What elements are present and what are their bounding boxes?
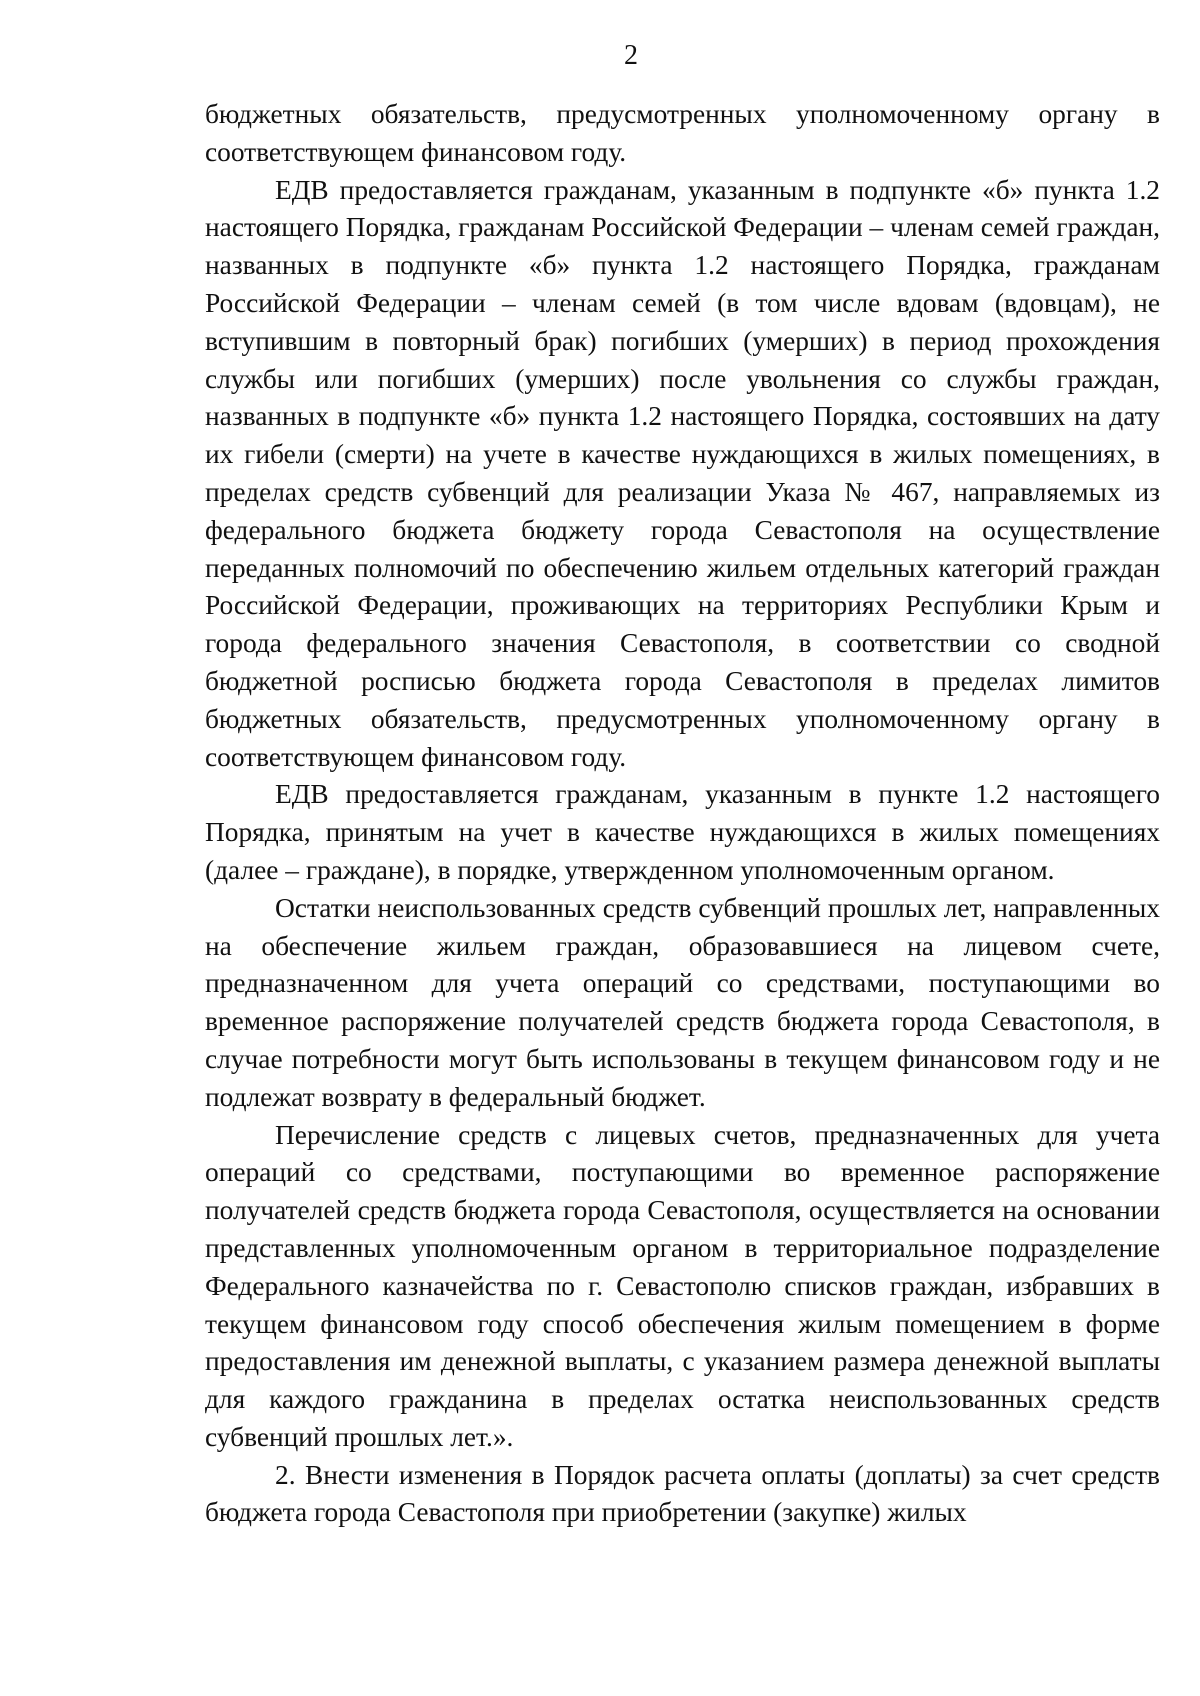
paragraph-continuation: бюджетных обязательств, предусмотренных уполномоченному органу в соответствующем финансовом году. <box>205 99 1160 167</box>
paragraph-transfer-of-funds: Перечисление средств с лицевых счетов, предназначенных для учета операций со средствами, поступающими во временное распоряжение получателей средств бюджета города Севастополя, осуществляется на основании представленных уполномоченным органом в территориальное подразделение Федерального казначейства по г. Севастополю списков граждан, избравших в текущем финансовом году способ обеспечения жилым помещением в форме предоставления им денежной выплаты, с указанием размера денежной выплаты для каждого гражданина в пределах остатка неиспользованных средств субвенций прошлых лет.». <box>205 1119 1160 1452</box>
paragraph-edv-paragraph-1-2: ЕДВ предоставляется гражданам, указанным в пункте 1.2 настоящего Порядка, принятым на учет в качестве нуждающихся в жилых помещениях (далее – граждане), в порядке, утвержденном уполномоченным органом. <box>205 779 1160 885</box>
document-body <box>205 96 1160 1532</box>
page-number: 2 <box>624 40 638 71</box>
paragraph-item-2: 2. Внести изменения в Порядок расчета оплаты (доплаты) за счет средств бюджета города Севастополя при приобретении (закупке) жилых <box>205 1459 1160 1528</box>
paragraph-edv-subparagraph-b: ЕДВ предоставляется гражданам, указанным в подпункте «б» пункта 1.2 настоящего Порядка, гражданам Российской Федерации – членам семей граждан, названных в подпункте «б» пункта 1.2 настоящего Порядка, гражданам Российской Федерации – членам семей (в том числе вдовам (вдовцам), не вступившим в повторный брак) погибших (умерших) в период прохождения службы или погибших (умерших) после увольнения со службы граждан, названных в подпункте «б» пункта 1.2 настоящего Порядка, состоявших на дату их гибели (смерти) на учете в качестве нуждающихся в жилых помещениях, в пределах средств субвенций для реализации Указа № 467, направляемых из федерального бюджета бюджету города Севастополя на осуществление переданных полномочий по обеспечению жильем отдельных категорий граждан Российской Федерации, проживающих на территориях Республики Крым и города федерального значения Севастополя, в соответствии со сводной бюджетной росписью бюджета города Севастополя в пределах лимитов бюджетных обязательств, предусмотренных уполномоченному органу в соответствующем финансовом году. <box>205 174 1160 772</box>
paragraph-unused-subventions: Остатки неиспользованных средств субвенций прошлых лет, направленных на обеспечение жильем граждан, образовавшиеся на лицевом счете, предназначенном для учета операций со средствами, поступающими во временное распоряжение получателей средств бюджета города Севастополя, в случае потребности могут быть использованы в текущем финансовом году и не подлежат возврату в федеральный бюджет. <box>205 892 1160 1112</box>
